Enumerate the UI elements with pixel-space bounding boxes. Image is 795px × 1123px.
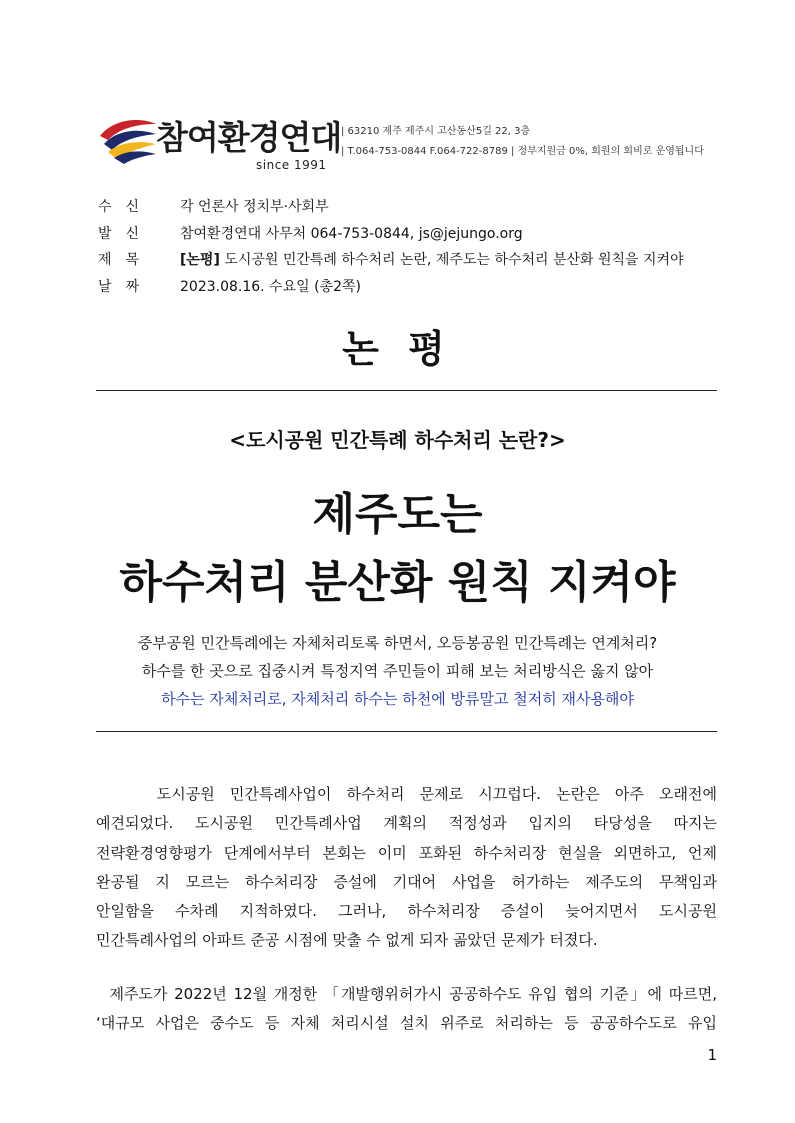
- page-heading: 논 평: [342, 327, 453, 371]
- org-logo: [98, 108, 342, 188]
- body-paragraph-1: [96, 780, 717, 956]
- title-line-2: 하수처리 분산화 원칙 지켜야: [119, 557, 676, 608]
- divider: [96, 731, 717, 732]
- subheading: <도시공원 민간특례 하수처리 논란?>: [229, 428, 566, 452]
- org-name: 참여환경연대: [156, 118, 342, 157]
- info-value: 2023.08.16. 수요일 (총2쪽): [180, 278, 361, 295]
- subject-tag: [논평]: [180, 252, 220, 268]
- info-value: 각 언론사 정치부·사회부: [180, 199, 329, 215]
- address-line: | 63210 제주 제주시 고산동산5길 22, 3층: [341, 126, 531, 137]
- info-key: 날짜: [98, 278, 154, 295]
- divider: [96, 390, 717, 391]
- info-value: 참여환경연대 사무처 064-753-0844, js@jejungo.org: [180, 225, 523, 242]
- info-key: 수신: [98, 199, 154, 215]
- body-paragraph-2: [96, 980, 717, 1039]
- info-key: 제목: [98, 252, 154, 268]
- logo-emblem-icon: [98, 114, 158, 164]
- body-line: 예견되었다. 도시공원 민간특례사업 계획의 적정성과 입지의 타당성을 따지는: [96, 814, 717, 833]
- body-line: 도시공원 민간특례사업이 하수처리 문제로 시끄럽다. 논란은 아주 오래전에: [96, 785, 717, 803]
- body-line: ‘대규모 사업은 중수도 등 자체 처리시설 설치 위주로 처리하는 등 공공하수도로 유입: [96, 1014, 717, 1033]
- body-line: 제주도가 2022년 12월 개정한 「개발행위허가시 공공하수도 유입 협의 기준」에 따르면,: [96, 985, 717, 1003]
- summary-line-2: 하수를 한 곳으로 집중시켜 특정지역 주민들이 피해 보는 처리방식은 옳지 않아: [141, 662, 654, 680]
- info-value: [180, 250, 684, 270]
- body-line: 안일함을 수차례 지적하였다. 그러나, 하수처리장 증설이 늦어지면서 도시공원: [96, 902, 717, 921]
- info-key: 발신: [98, 225, 154, 242]
- body-line: 민간특례사업의 아파트 준공 시점에 맞출 수 없게 되자 곪았던 문제가 터졌다.: [96, 931, 598, 950]
- body-line: 완공될 지 모르는 하수처리장 증설에 기대어 사업을 허가하는 제주도의 무책임과: [96, 872, 717, 891]
- summary-line-3: 하수는 자체처리로, 자체처리 하수는 하천에 방류말고 철저히 재사용해야: [161, 690, 634, 708]
- body-line: 전략환경영향평가 단계에서부터 본회는 이미 포화된 하수처리장 현실을 외면하고, 언제: [96, 843, 717, 862]
- contact-line: | T.064-753-0844 F.064-722-8789 | 정부지원금 0%, 회원의 회비로 운영됩니다: [341, 146, 704, 157]
- page-number: 1: [707, 1046, 717, 1064]
- since-label: since 1991: [256, 158, 327, 172]
- title-line-1: 제주도는: [312, 489, 483, 540]
- subject-text: 도시공원 민간특례 하수처리 논란, 제주도는 하수처리 분산화 원칙을 지켜야: [219, 252, 684, 268]
- summary-line-1: 중부공원 민간특례에는 자체처리토록 하면서, 오등봉공원 민간특례는 연계처리?: [137, 634, 658, 652]
